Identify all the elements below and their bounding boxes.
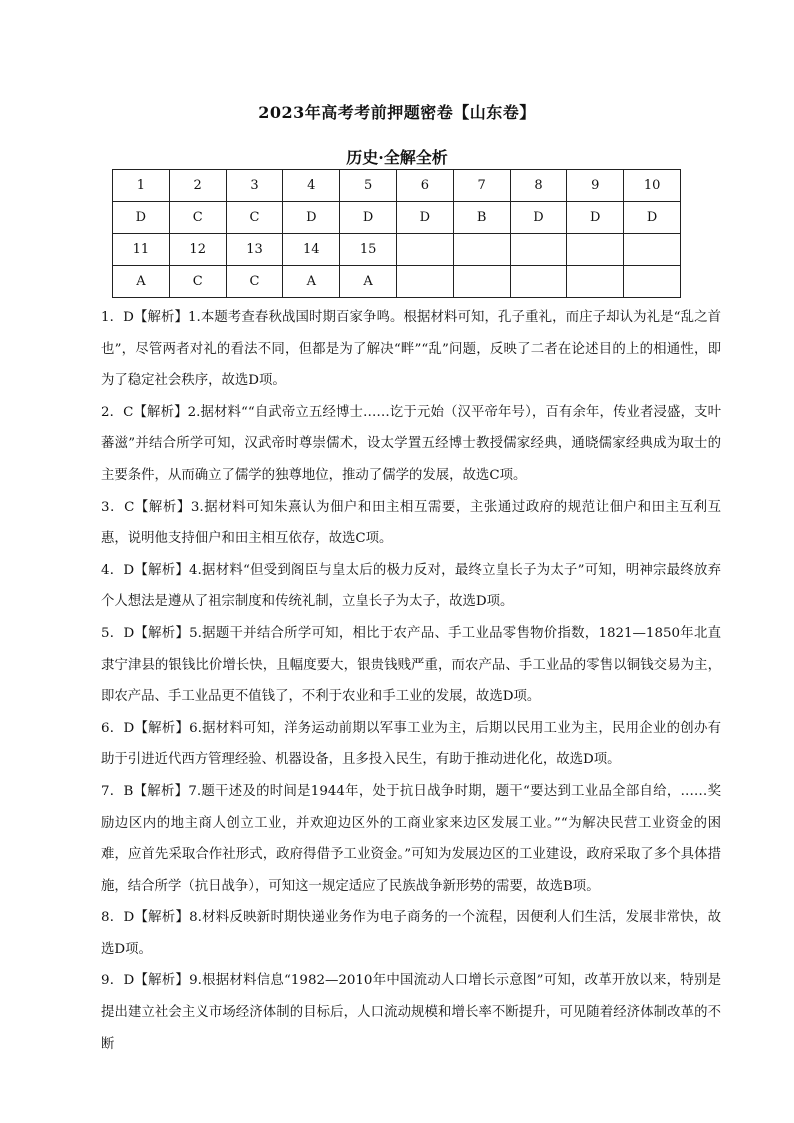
table-cell: C [169, 266, 226, 298]
table-cell [567, 234, 624, 266]
table-cell: 1 [113, 170, 170, 202]
table-cell: 10 [624, 170, 681, 202]
table-cell: D [567, 202, 624, 234]
table-cell: C [226, 202, 283, 234]
table-cell: 11 [113, 234, 170, 266]
table-cell [567, 266, 624, 298]
table-cell: 9 [567, 170, 624, 202]
explanation-item: 4．D【解析】4.据材料“但受到阁臣与皇太后的极力反对，最终立皇长子为太子”可知，明神宗最终放弃个人想法是遵从了祖宗制度和传统礼制，立皇长子为太子，故选D项。 [101, 562, 721, 610]
table-cell: 3 [226, 170, 283, 202]
explanation-item: 2．C【解析】2.据材料““自武帝立五经博士……讫于元始（汉平帝年号），百有余年，传业者浸盛，支叶蕃滋”并结合所学可知，汉武帝时尊崇儒术，设太学置五经博士教授儒家经典，通晓儒家经典成为取士的主要条件，从而确立了儒学的独尊地位，推动了儒学的发展，故选C项。 [101, 404, 721, 483]
table-cell: 6 [396, 170, 453, 202]
table-cell: C [226, 266, 283, 298]
explanation-item: 9．D【解析】9.根据材料信息“1982—2010年中国流动人口增长示意图”可知，改革开放以来，特别是提出建立社会主义市场经济体制的目标后，人口流动规模和增长率不断提升，可见随着经济体制改革的不断 [101, 973, 721, 1052]
table-cell: 8 [510, 170, 567, 202]
table-cell [510, 234, 567, 266]
table-cell: D [396, 202, 453, 234]
table-cell [396, 234, 453, 266]
table-cell [453, 234, 510, 266]
table-cell [624, 266, 681, 298]
answer-table [112, 169, 681, 298]
table-cell: 14 [283, 234, 340, 266]
table-cell: 4 [283, 170, 340, 202]
explanation-item: 3．C【解析】3.据材料可知朱熹认为佃户和田主相互需要，主张通过政府的规范让佃户和田主互利互惠，说明他支持佃户和田主相互依存，故选C项。 [101, 499, 721, 547]
table-cell: A [113, 266, 170, 298]
table-cell: 15 [340, 234, 397, 266]
explanation-item: 1．D【解析】1.本题考查春秋战国时期百家争鸣。根据材料可知，孔子重礼，而庄子却认为礼是“乱之首也”，尽管两者对礼的看法不同，但都是为了解决“畔”“乱”问题，反映了二者在论述目的上的相通性，即为了稳定社会秩序，故选D项。 [101, 310, 721, 389]
table-row [113, 202, 681, 234]
table-cell: 12 [169, 234, 226, 266]
table-cell: D [510, 202, 567, 234]
table-cell: 13 [226, 234, 283, 266]
explanation-item: 5．D【解析】5.据题干并结合所学可知，相比于农产品、手工业品零售物价指数，1821—1850年北直隶宁津县的银钱比价增长快，且幅度要大，银贵钱贱严重，而农产品、手工业品的零售以铜钱交易为主，即农产品、手工业品更不值钱了，不利于农业和手工业的发展，故选D项。 [101, 625, 721, 705]
explanation-item: 8．D【解析】8.材料反映新时期快递业务作为电子商务的一个流程，因便利人们生活，发展非常快，故选D项。 [101, 910, 721, 957]
table-cell: D [624, 202, 681, 234]
table-row [113, 170, 681, 202]
table-cell [396, 266, 453, 298]
page-subtitle: 历史·全解全析 [346, 148, 448, 167]
table-cell: 5 [340, 170, 397, 202]
table-cell: D [283, 202, 340, 234]
table-row [113, 266, 681, 298]
explanation-item: 6．D【解析】6.据材料可知，洋务运动前期以军事工业为主，后期以民用工业为主，民用企业的创办有助于引进近代西方管理经验、机器设备，且多投入民生，有助于推动进化化，故选D项。 [101, 720, 721, 768]
page-title: 2023年高考考前押题密卷【山东卷】 [258, 103, 536, 122]
explanation-list [101, 302, 721, 1060]
table-cell [624, 234, 681, 266]
table-cell: 2 [169, 170, 226, 202]
table-cell: D [340, 202, 397, 234]
table-row [113, 234, 681, 266]
explanation-item: 7．B【解析】7.题干述及的时间是1944年，处于抗日战争时期，题干“要达到工业品全部自给，……奖励边区内的地主商人创立工业，并欢迎边区外的工商业家来边区发展工业。”“为解决民营工业资金的困难，应首先采取合作社形式，政府得借予工业资金。”可知为发展边区的工业建设，政府采取了多个具体措施，结合所学（抗日战争），可知这一规定适应了民族战争新形势的需要，故选B项。 [101, 783, 721, 894]
table-cell [510, 266, 567, 298]
table-cell: D [113, 202, 170, 234]
table-cell: A [340, 266, 397, 298]
table-cell: C [169, 202, 226, 234]
table-cell: A [283, 266, 340, 298]
table-cell: 7 [453, 170, 510, 202]
table-cell: B [453, 202, 510, 234]
table-cell [453, 266, 510, 298]
